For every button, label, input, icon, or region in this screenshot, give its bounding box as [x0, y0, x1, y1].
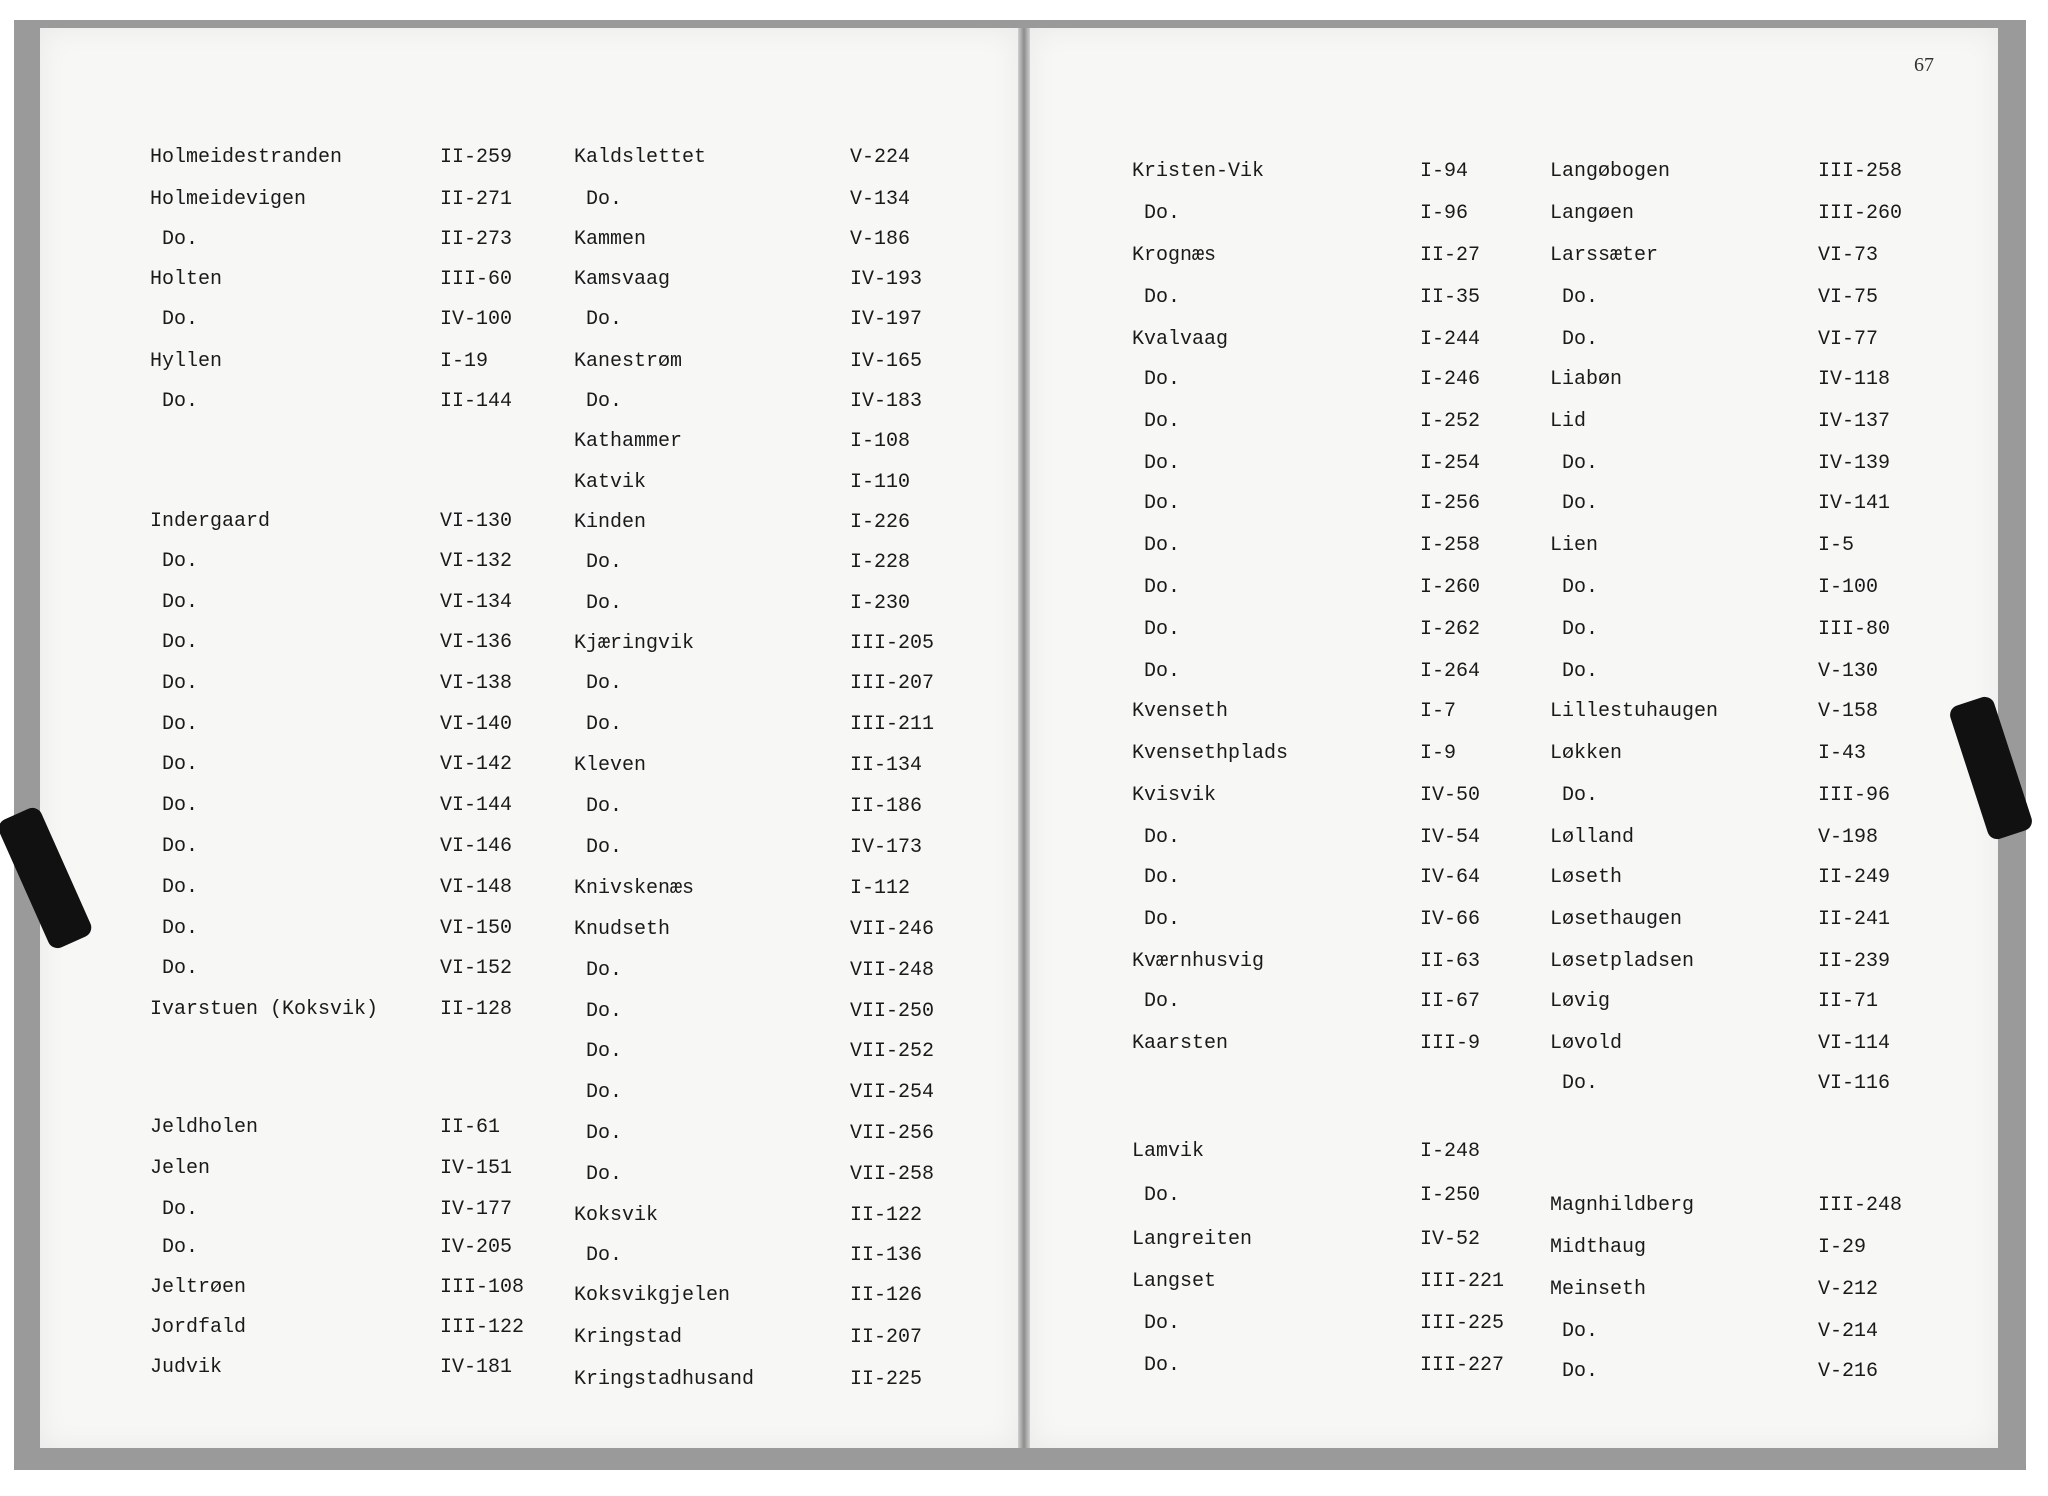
- entry-name: Do.: [1144, 286, 1181, 309]
- entry-name: Kvisvik: [1132, 784, 1217, 807]
- entry-name: Do.: [1562, 286, 1599, 309]
- entry-name: Indergaard: [150, 510, 271, 533]
- entry-reference: III-205: [850, 632, 935, 655]
- entry-reference: II-27: [1420, 244, 1481, 267]
- entry-name: Do.: [1144, 368, 1181, 391]
- entry-name: Kvalvaag: [1132, 328, 1229, 351]
- entry-reference: I-228: [850, 551, 911, 574]
- entry-reference: I-100: [1818, 576, 1879, 599]
- entry-name: Løsetpladsen: [1550, 950, 1695, 973]
- entry-name: Judvik: [150, 1356, 223, 1379]
- entry-name: Lølland: [1550, 826, 1635, 849]
- entry-name: Ivarstuen (Koksvik): [150, 998, 379, 1021]
- entry-reference: IV-193: [850, 268, 923, 291]
- entry-reference: VI-134: [440, 591, 513, 614]
- entry-name: Kvensethplads: [1132, 742, 1289, 765]
- entry-reference: III-96: [1818, 784, 1891, 807]
- entry-reference: IV-54: [1420, 826, 1481, 849]
- entry-reference: II-63: [1420, 950, 1481, 973]
- entry-name: Jelen: [150, 1157, 211, 1180]
- entry-name: Holten: [150, 268, 223, 291]
- entry-name: Do.: [162, 835, 199, 858]
- entry-name: Do.: [1144, 1354, 1181, 1377]
- entry-name: Knivskenæs: [574, 877, 695, 900]
- entry-reference: III-260: [1818, 202, 1903, 225]
- entry-reference: VI-144: [440, 794, 513, 817]
- entry-reference: VII-252: [850, 1040, 935, 1063]
- entry-reference: II-126: [850, 1284, 923, 1307]
- entry-name: Kleven: [574, 754, 647, 777]
- entry-name: Katvik: [574, 471, 647, 494]
- entry-reference: VI-114: [1818, 1032, 1891, 1055]
- entry-reference: V-130: [1818, 660, 1879, 683]
- entry-reference: VI-130: [440, 510, 513, 533]
- entry-reference: III-227: [1420, 1354, 1505, 1377]
- entry-name: Do.: [1562, 1320, 1599, 1343]
- entry-reference: II-144: [440, 390, 513, 413]
- entry-reference: II-35: [1420, 286, 1481, 309]
- entry-name: Kanestrøm: [574, 350, 683, 373]
- entry-reference: VI-132: [440, 550, 513, 573]
- entry-reference: I-110: [850, 471, 911, 494]
- entry-name: Do.: [1562, 492, 1599, 515]
- entry-reference: II-239: [1818, 950, 1891, 973]
- entry-name: Løvold: [1550, 1032, 1623, 1055]
- entry-name: Do.: [1562, 452, 1599, 475]
- entry-reference: VI-77: [1818, 328, 1879, 351]
- page-number: 67: [1914, 54, 1934, 76]
- entry-reference: I-262: [1420, 618, 1481, 641]
- entry-reference: IV-173: [850, 836, 923, 859]
- entry-name: Kvenseth: [1132, 700, 1229, 723]
- entry-reference: IV-118: [1818, 368, 1891, 391]
- entry-name: Lien: [1550, 534, 1599, 557]
- entry-reference: VI-140: [440, 713, 513, 736]
- entry-name: Do.: [1144, 908, 1181, 931]
- entry-reference: II-249: [1818, 866, 1891, 889]
- entry-name: Do.: [162, 917, 199, 940]
- entry-name: Do.: [586, 959, 623, 982]
- entry-reference: IV-50: [1420, 784, 1481, 807]
- entry-reference: VII-248: [850, 959, 935, 982]
- entry-name: Kamsvaag: [574, 268, 671, 291]
- entry-name: Do.: [162, 1236, 199, 1259]
- entry-reference: II-71: [1818, 990, 1879, 1013]
- entry-reference: II-225: [850, 1368, 923, 1391]
- entry-name: Liabøn: [1550, 368, 1623, 391]
- entry-name: Do.: [162, 794, 199, 817]
- entry-reference: I-244: [1420, 328, 1481, 351]
- entry-reference: I-254: [1420, 452, 1481, 475]
- entry-name: Do.: [586, 592, 623, 615]
- entry-reference: I-108: [850, 430, 911, 453]
- entry-name: Do.: [1144, 410, 1181, 433]
- entry-name: Do.: [586, 551, 623, 574]
- entry-name: Langøbogen: [1550, 160, 1671, 183]
- entry-name: Lillestuhaugen: [1550, 700, 1719, 723]
- entry-name: Do.: [586, 188, 623, 211]
- entry-name: Do.: [1562, 576, 1599, 599]
- entry-name: Lid: [1550, 410, 1587, 433]
- entry-reference: V-224: [850, 146, 911, 169]
- entry-reference: I-250: [1420, 1184, 1481, 1207]
- entry-name: Langreiten: [1132, 1228, 1253, 1251]
- entry-reference: VII-246: [850, 918, 935, 941]
- entry-reference: VI-138: [440, 672, 513, 695]
- entry-name: Do.: [162, 713, 199, 736]
- entry-name: Holmeidestranden: [150, 146, 343, 169]
- entry-name: Løsethaugen: [1550, 908, 1683, 931]
- entry-reference: VII-256: [850, 1122, 935, 1145]
- entry-name: Do.: [586, 1122, 623, 1145]
- entry-name: Do.: [1144, 1184, 1181, 1207]
- entry-name: Do.: [1144, 202, 1181, 225]
- book-gutter: [1018, 28, 1030, 1448]
- entry-name: Do.: [162, 957, 199, 980]
- entry-name: Do.: [162, 591, 199, 614]
- entry-reference: I-230: [850, 592, 911, 615]
- entry-reference: I-260: [1420, 576, 1481, 599]
- entry-reference: I-112: [850, 877, 911, 900]
- entry-reference: IV-197: [850, 308, 923, 331]
- entry-name: Do.: [1562, 1360, 1599, 1383]
- entry-name: Do.: [586, 836, 623, 859]
- entry-reference: IV-100: [440, 308, 513, 331]
- entry-name: Langset: [1132, 1270, 1217, 1293]
- entry-reference: VI-146: [440, 835, 513, 858]
- entry-reference: IV-66: [1420, 908, 1481, 931]
- entry-reference: VII-258: [850, 1163, 935, 1186]
- entry-name: Do.: [586, 308, 623, 331]
- entry-name: Do.: [1562, 660, 1599, 683]
- entry-name: Do.: [162, 631, 199, 654]
- entry-name: Kringstadhusand: [574, 1368, 755, 1391]
- entry-reference: IV-205: [440, 1236, 513, 1259]
- entry-name: Jeltrøen: [150, 1276, 247, 1299]
- entry-reference: I-246: [1420, 368, 1481, 391]
- entry-reference: I-256: [1420, 492, 1481, 515]
- entry-reference: I-7: [1420, 700, 1457, 723]
- entry-reference: I-94: [1420, 160, 1469, 183]
- entry-reference: VI-142: [440, 753, 513, 776]
- entry-name: Krognæs: [1132, 244, 1217, 267]
- entry-name: Do.: [1144, 866, 1181, 889]
- entry-reference: IV-151: [440, 1157, 513, 1180]
- entry-name: Do.: [1144, 534, 1181, 557]
- entry-name: Do.: [162, 672, 199, 695]
- entry-name: Do.: [1144, 618, 1181, 641]
- entry-name: Knudseth: [574, 918, 671, 941]
- entry-name: Do.: [1562, 1072, 1599, 1095]
- entry-name: Do.: [1144, 452, 1181, 475]
- entry-name: Kringstad: [574, 1326, 683, 1349]
- entry-reference: II-273: [440, 228, 513, 251]
- entry-name: Kjæringvik: [574, 632, 695, 655]
- entry-reference: II-61: [440, 1116, 501, 1139]
- entry-reference: IV-137: [1818, 410, 1891, 433]
- entry-reference: II-67: [1420, 990, 1481, 1013]
- entry-reference: V-158: [1818, 700, 1879, 723]
- entry-name: Lamvik: [1132, 1140, 1205, 1163]
- entry-reference: II-207: [850, 1326, 923, 1349]
- entry-reference: II-128: [440, 998, 513, 1021]
- entry-reference: I-226: [850, 511, 911, 534]
- entry-reference: I-29: [1818, 1236, 1867, 1259]
- entry-name: Koksvikgjelen: [574, 1284, 731, 1307]
- entry-reference: IV-181: [440, 1356, 513, 1379]
- entry-reference: V-134: [850, 188, 911, 211]
- entry-name: Do.: [586, 1163, 623, 1186]
- entry-reference: II-241: [1818, 908, 1891, 931]
- entry-name: Jordfald: [150, 1316, 247, 1339]
- entry-reference: II-122: [850, 1204, 923, 1227]
- entry-reference: III-225: [1420, 1312, 1505, 1335]
- entry-reference: VI-75: [1818, 286, 1879, 309]
- entry-reference: I-96: [1420, 202, 1469, 225]
- entry-name: Løkken: [1550, 742, 1623, 765]
- entry-name: Langøen: [1550, 202, 1635, 225]
- entry-reference: VII-250: [850, 1000, 935, 1023]
- entry-name: Hyllen: [150, 350, 223, 373]
- entry-reference: III-248: [1818, 1194, 1903, 1217]
- entry-reference: IV-52: [1420, 1228, 1481, 1251]
- entry-reference: I-264: [1420, 660, 1481, 683]
- entry-reference: VII-254: [850, 1081, 935, 1104]
- entry-reference: VI-152: [440, 957, 513, 980]
- entry-name: Do.: [586, 672, 623, 695]
- entry-name: Do.: [586, 1244, 623, 1267]
- entry-name: Do.: [1562, 328, 1599, 351]
- entry-reference: V-186: [850, 228, 911, 251]
- entry-reference: II-271: [440, 188, 513, 211]
- entry-reference: VI-116: [1818, 1072, 1891, 1095]
- entry-reference: IV-177: [440, 1198, 513, 1221]
- entry-name: Jeldholen: [150, 1116, 259, 1139]
- entry-name: Do.: [586, 1000, 623, 1023]
- entry-name: Do.: [1144, 826, 1181, 849]
- entry-reference: III-221: [1420, 1270, 1505, 1293]
- entry-name: Larssæter: [1550, 244, 1659, 267]
- entry-name: Do.: [1144, 1312, 1181, 1335]
- entry-name: Koksvik: [574, 1204, 659, 1227]
- entry-name: Do.: [1144, 660, 1181, 683]
- entry-reference: VI-148: [440, 876, 513, 899]
- entry-name: Meinseth: [1550, 1278, 1647, 1301]
- entry-reference: IV-139: [1818, 452, 1891, 475]
- entry-reference: VI-150: [440, 917, 513, 940]
- entry-name: Løvig: [1550, 990, 1611, 1013]
- entry-reference: VI-73: [1818, 244, 1879, 267]
- entry-reference: III-60: [440, 268, 513, 291]
- entry-name: Magnhildberg: [1550, 1194, 1695, 1217]
- entry-reference: III-108: [440, 1276, 525, 1299]
- entry-name: Do.: [1562, 618, 1599, 641]
- entry-reference: V-198: [1818, 826, 1879, 849]
- entry-reference: III-9: [1420, 1032, 1481, 1055]
- entry-reference: I-258: [1420, 534, 1481, 557]
- entry-reference: V-212: [1818, 1278, 1879, 1301]
- entry-name: Kaldslettet: [574, 146, 707, 169]
- entry-reference: II-186: [850, 795, 923, 818]
- entry-name: Do.: [586, 713, 623, 736]
- entry-reference: VI-136: [440, 631, 513, 654]
- entry-name: Holmeidevigen: [150, 188, 307, 211]
- entry-reference: II-259: [440, 146, 513, 169]
- entry-name: Løseth: [1550, 866, 1623, 889]
- entry-name: Do.: [586, 390, 623, 413]
- entry-name: Do.: [586, 795, 623, 818]
- entry-name: Kinden: [574, 511, 647, 534]
- entry-name: Do.: [162, 228, 199, 251]
- entry-reference: IV-64: [1420, 866, 1481, 889]
- entry-name: Do.: [162, 550, 199, 573]
- entry-name: Do.: [1144, 492, 1181, 515]
- entry-name: Do.: [1144, 990, 1181, 1013]
- entry-name: Midthaug: [1550, 1236, 1647, 1259]
- entry-reference: I-248: [1420, 1140, 1481, 1163]
- entry-name: Kathammer: [574, 430, 683, 453]
- entry-name: Do.: [162, 753, 199, 776]
- entry-name: Do.: [162, 390, 199, 413]
- entry-name: Do.: [1144, 576, 1181, 599]
- entry-name: Do.: [586, 1081, 623, 1104]
- entry-name: Do.: [1562, 784, 1599, 807]
- entry-reference: III-122: [440, 1316, 525, 1339]
- entry-name: Do.: [162, 1198, 199, 1221]
- entry-name: Kværnhusvig: [1132, 950, 1265, 973]
- entry-name: Do.: [162, 308, 199, 331]
- entry-reference: I-19: [440, 350, 489, 373]
- entry-reference: II-134: [850, 754, 923, 777]
- entry-name: Do.: [586, 1040, 623, 1063]
- entry-reference: IV-165: [850, 350, 923, 373]
- entry-reference: III-258: [1818, 160, 1903, 183]
- entry-reference: IV-183: [850, 390, 923, 413]
- entry-name: Kammen: [574, 228, 647, 251]
- entry-name: Kaarsten: [1132, 1032, 1229, 1055]
- entry-reference: I-5: [1818, 534, 1855, 557]
- entry-reference: III-207: [850, 672, 935, 695]
- entry-reference: III-211: [850, 713, 935, 736]
- entry-name: Kristen-Vik: [1132, 160, 1265, 183]
- entry-reference: I-252: [1420, 410, 1481, 433]
- entry-reference: II-136: [850, 1244, 923, 1267]
- entry-reference: I-43: [1818, 742, 1867, 765]
- entry-reference: V-216: [1818, 1360, 1879, 1383]
- entry-reference: V-214: [1818, 1320, 1879, 1343]
- entry-reference: III-80: [1818, 618, 1891, 641]
- entry-reference: I-9: [1420, 742, 1457, 765]
- entry-reference: IV-141: [1818, 492, 1891, 515]
- entry-name: Do.: [162, 876, 199, 899]
